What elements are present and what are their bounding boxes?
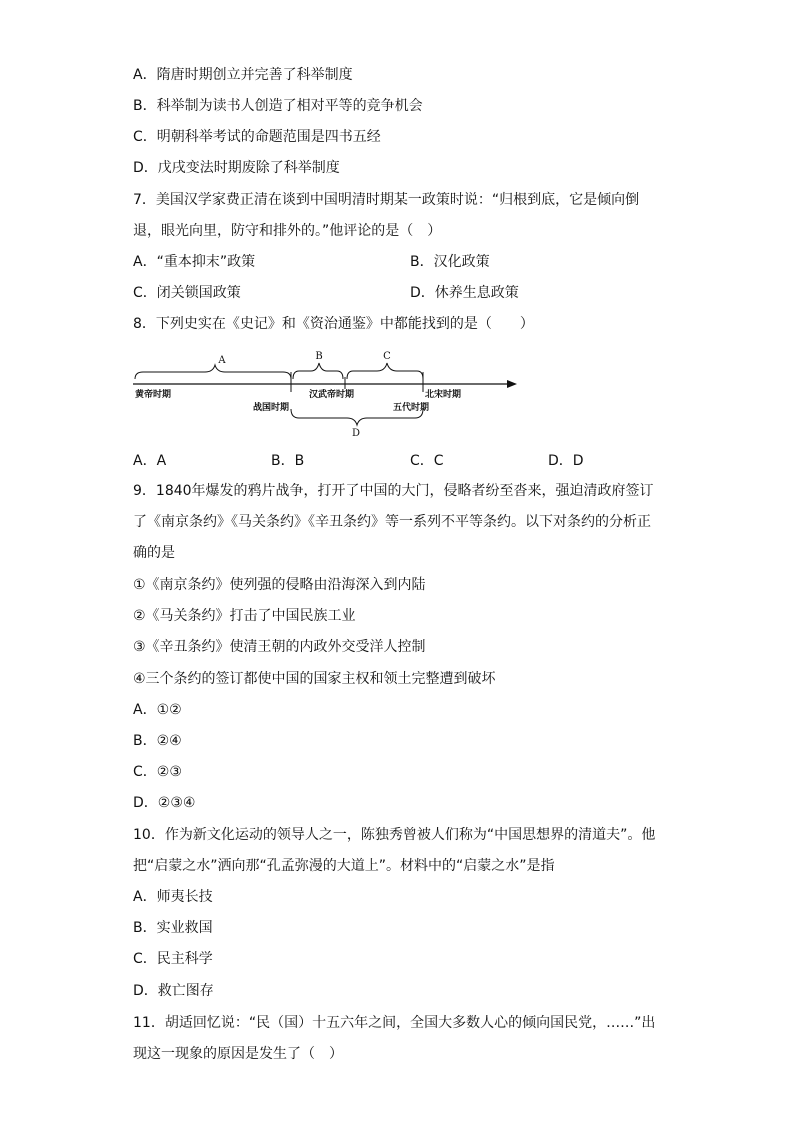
- q7-option-b: B．汉化政策: [410, 254, 490, 270]
- q7-option-a: A．“重本抑末”政策: [133, 254, 256, 270]
- q7-stem-line1: 7．美国汉学家费正清在谈到中国明清时期某一政策时说：“归根到底，它是倾向倒: [133, 192, 640, 208]
- q8-option-c: C．C: [410, 453, 444, 469]
- q9-option-b: B．②④: [133, 733, 182, 749]
- q9-stem-line2: 了《南京条约》《马关条约》《辛丑条约》等一系列不平等条约。以下对条约的分析正: [133, 514, 651, 530]
- q9-option-c: C．②③: [133, 764, 182, 780]
- q7-stem-line2: 退，眼光向里，防守和排外的。”他评论的是（ ）: [133, 223, 442, 239]
- q10-option-d: D．救亡图存: [133, 983, 214, 999]
- q9-stem-line1: 9．1840年爆发的鸦片战争，打开了中国的大门，侵略者纷至沓来，强迫清政府签订: [133, 483, 654, 499]
- q10-option-a: A．师夷长技: [133, 889, 213, 905]
- q8-option-d: D．D: [548, 453, 584, 469]
- brace-b: [293, 363, 343, 379]
- q9-option-d: D．②③④: [133, 795, 196, 811]
- q9-stem-line3: 确的是: [133, 545, 175, 561]
- q9-statement-1: ①《南京条约》使列强的侵略由沿海深入到内陆: [133, 577, 426, 593]
- timeline-arrow-icon: [507, 380, 517, 388]
- period-beisong: 北宋时期: [425, 390, 462, 400]
- label-a: A: [218, 355, 226, 366]
- q10-option-b: B．实业救国: [133, 920, 213, 936]
- q6-option-a: A．隋唐时期创立并完善了科举制度: [133, 67, 353, 83]
- q10-stem-line1: 10．作为新文化运动的领导人之一，陈独秀曾被人们称为“中国思想界的清道夫”。他: [133, 827, 656, 843]
- q6-option-d: D．戊戌变法时期废除了科举制度: [133, 160, 340, 176]
- q11-stem-line2: 现这一现象的原因是发生了（ ）: [133, 1046, 343, 1062]
- period-wudai: 五代时期: [393, 403, 430, 413]
- period-hanwudi: 汉武帝时期: [309, 390, 355, 400]
- q10-stem-line2: 把“启蒙之水”洒向那“孔孟弥漫的大道上”。材料中的“启蒙之水”是指: [133, 858, 555, 874]
- q8-option-a: A．A: [133, 453, 167, 469]
- q6-option-c: C．明朝科举考试的命题范围是四书五经: [133, 129, 381, 145]
- label-c: C: [383, 351, 391, 362]
- brace-a: [135, 365, 291, 379]
- q7-option-d: D．休养生息政策: [410, 285, 519, 301]
- q9-statement-4: ④三个条约的签订都使中国的国家主权和领土完整遭到破坏: [133, 671, 496, 687]
- period-zhanguo: 战国时期: [253, 403, 290, 413]
- q8-timeline: [125, 345, 525, 440]
- q8-stem: 8．下列史实在《史记》和《资治通鉴》中都能找到的是（ ）: [133, 316, 534, 332]
- q6-option-b: B．科举制为读书人创造了相对平等的竞争机会: [133, 98, 423, 114]
- q9-statement-3: ③《辛丑条约》使清王朝的内政外交受洋人控制: [133, 639, 426, 655]
- brace-c: [347, 363, 423, 379]
- q9-option-a: A．①②: [133, 702, 182, 718]
- label-b: B: [315, 351, 323, 362]
- q9-statement-2: ②《马关条约》打击了中国民族工业: [133, 608, 356, 624]
- q11-stem-line1: 11．胡适回忆说：“民（国）十五六年之间，全国大多数人心的倾向国民党，……”出: [133, 1015, 656, 1031]
- label-d: D: [351, 428, 361, 439]
- q10-option-c: C．民主科学: [133, 951, 213, 967]
- q8-option-b: B．B: [271, 453, 305, 469]
- q7-option-c: C．闭关锁国政策: [133, 285, 241, 301]
- period-huangdi: 黄帝时期: [135, 390, 172, 400]
